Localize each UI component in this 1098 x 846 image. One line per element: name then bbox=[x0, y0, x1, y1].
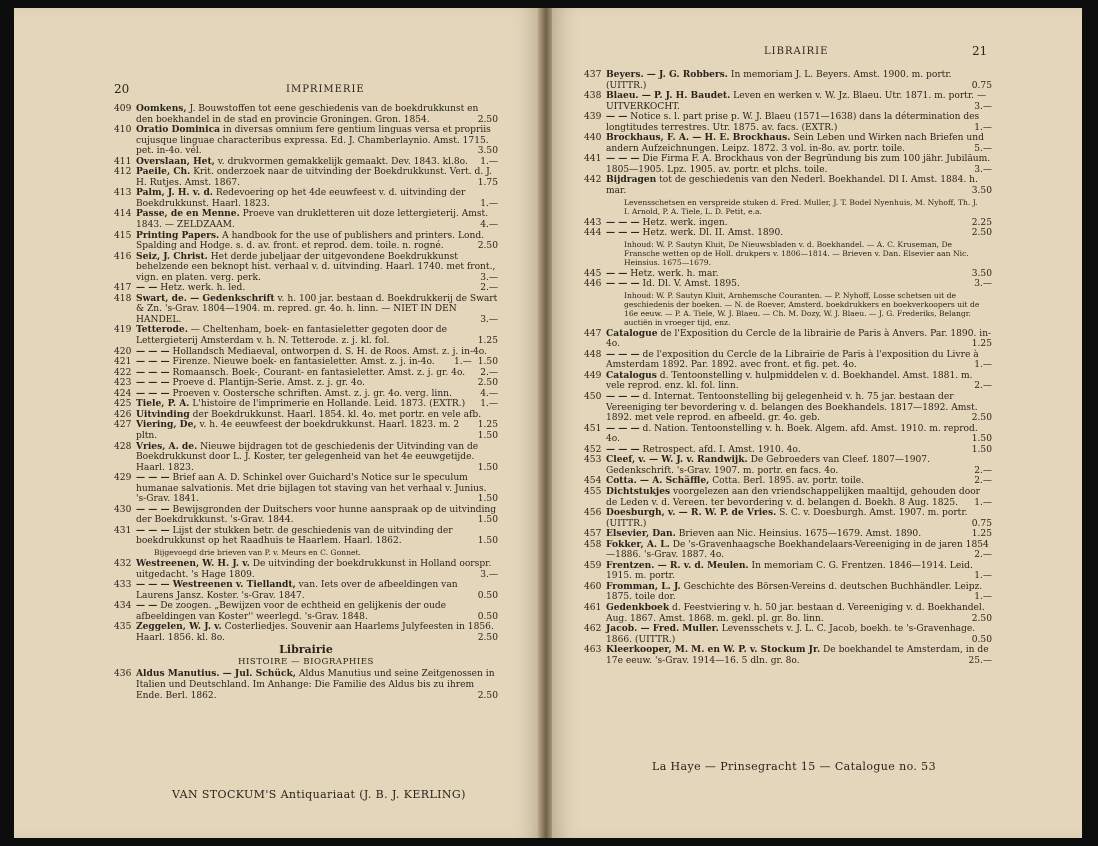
entry-number: 427 bbox=[114, 420, 132, 431]
entry-price: 0.50 bbox=[477, 590, 498, 601]
entry-author: — — — bbox=[136, 377, 170, 389]
entry-price: 1.— bbox=[480, 198, 498, 209]
catalogue-entry bbox=[114, 325, 498, 346]
catalogue-entry bbox=[114, 526, 498, 547]
entry-author: Zeggelen, W. J. v. bbox=[136, 621, 222, 633]
entry-number: 449 bbox=[584, 370, 602, 381]
entry-description: van. Iets over de afbeeldingen van Laurens Jansz. Koster. 's-Grav. 1847. bbox=[136, 580, 458, 601]
entry-price: 4.— bbox=[480, 220, 498, 231]
entry-description: De Gebroeders van Cleef. 1807—1907. Gedenkschrift. 's-Grav. 1907. m. portr. en facs. 4o. bbox=[606, 455, 930, 476]
entry-number: 424 bbox=[114, 388, 132, 399]
entry-price: 1.50 bbox=[477, 494, 498, 505]
entry-price: 1.50 bbox=[477, 430, 498, 441]
entry-description: In memoriam C. G. Frentzen. 1846—1914. Leid. 1915. m. portr. bbox=[606, 560, 973, 582]
section-title: Librairie bbox=[279, 643, 333, 657]
entry-price: 2.25 bbox=[971, 217, 992, 228]
catalogue-entry bbox=[584, 371, 992, 392]
entry-description: De 's-Gravenhaagsche Boekhandelaars-Vereeniging in de jaren 1854—1886. 's-Grav. 1887. 4o. bbox=[606, 539, 989, 561]
entry-description: Brief aan A. D. Schinkel over Guichard's Notice sur le speculum humanae salvationis. Met drie bijlagen tot staving van het verhaal v. Junius. 's-Grav. 1841. bbox=[136, 473, 487, 505]
entry-description: Romaansch. Boek-, Courant- en fantasieletter. Amst. z. j. gr. 4o. bbox=[172, 367, 466, 378]
entry-author: Gedenkboek bbox=[606, 601, 670, 613]
entry-author: Brockhaus, F. A. — H. E. Brockhaus. bbox=[606, 132, 791, 144]
entry-price: 2.50 bbox=[971, 228, 992, 239]
catalogue-entry bbox=[584, 508, 992, 529]
entry-price: 3.— bbox=[480, 314, 498, 325]
entry-number: 463 bbox=[584, 645, 602, 656]
entry-author: Jacob. — Fred. Muller. bbox=[606, 623, 719, 635]
catalogue-entry bbox=[584, 424, 992, 445]
entry-author: Seiz, J. Christ. bbox=[136, 250, 208, 262]
entry-price: 2.— bbox=[480, 367, 498, 378]
entry-author: — — — bbox=[606, 278, 640, 290]
entry-description: A handbook for the use of publishers and printers. Lond. Spalding and Hodge. s. d. av. front. et reprod. dem. toile. n. rogné. bbox=[136, 230, 485, 252]
entry-price: 3.— bbox=[974, 101, 992, 112]
entry-number: 422 bbox=[114, 367, 132, 378]
entry-price: 25.— bbox=[968, 655, 992, 666]
entry-price: 0.50 bbox=[971, 634, 992, 645]
entry-author: Printing Papers. bbox=[136, 229, 220, 241]
entry-price: 2.— bbox=[974, 465, 992, 476]
entry-price: 2.50 bbox=[971, 413, 992, 424]
catalogue-entry bbox=[114, 601, 498, 622]
entry-author: Catalogue bbox=[606, 327, 658, 339]
entry-price: 1.— bbox=[453, 357, 472, 368]
entry-author: Elsevier, Dan. bbox=[606, 528, 676, 540]
catalogue-entry bbox=[114, 368, 498, 379]
left-page-number: 20 bbox=[114, 82, 130, 96]
entry-author: Dichtstukjes bbox=[606, 485, 671, 497]
entry-price: 2.— bbox=[974, 550, 992, 561]
entry-number: 410 bbox=[114, 125, 132, 136]
entry-author: Oratio Dominica bbox=[136, 124, 221, 136]
entry-number: 461 bbox=[584, 602, 602, 613]
entry-price: 2.— bbox=[974, 381, 992, 392]
entry-author: Bijdragen bbox=[606, 174, 657, 186]
section-subtitle: HISTOIRE — BIOGRAPHIES bbox=[238, 656, 374, 667]
catalogue-entry bbox=[114, 252, 498, 284]
catalogue-entry bbox=[584, 70, 992, 91]
entry-number: 454 bbox=[584, 476, 602, 487]
catalogue-entry bbox=[584, 329, 992, 350]
entry-author: Tiele, P. A. bbox=[136, 398, 190, 410]
entry-description: de l'Exposition du Cercle de la librairie de Paris à Anvers. Par. 1890. in-4o. bbox=[606, 328, 992, 350]
entry-author: Fromman, L. J. bbox=[606, 580, 681, 592]
entry-price: 2.50 bbox=[477, 690, 498, 701]
entry-price: 0.50 bbox=[477, 611, 498, 622]
entry-number: 434 bbox=[114, 601, 132, 612]
entry-author: Uitvinding bbox=[136, 408, 190, 420]
entry-description: Nieuwe bijdragen tot de geschiedenis der Uitvinding van de Boekdrukkunst door L. J. Koster, ter gelegenheid van het 4e eeuwgetijde. Haarl. 1823. bbox=[136, 441, 479, 473]
entry-number: 421 bbox=[114, 357, 132, 368]
entry-author: Frentzen. — R. v. d. Meulen. bbox=[606, 559, 749, 571]
entry-number: 429 bbox=[114, 473, 132, 484]
catalogue-entry bbox=[584, 154, 992, 175]
catalogue-entry bbox=[114, 357, 498, 368]
entry-number: 430 bbox=[114, 504, 132, 515]
entry-description: tot de geschiedenis van den Nederl. Boekhandel. Dl I. Amst. 1884. h. mar. bbox=[606, 175, 978, 197]
entry-number: 436 bbox=[114, 669, 132, 680]
entry-description: de l'exposition du Cercle de la Librairie de Paris à l'exposition du Livre à Amsterdam 1892. Par. 1892. avec front. et fig. pet. 4o. bbox=[606, 349, 979, 371]
entry-number: 444 bbox=[584, 228, 602, 239]
entry-price: 1.50 bbox=[971, 434, 992, 445]
entry-number: 419 bbox=[114, 325, 132, 336]
entry-description: Die Firma F. A. Brockhaus von der Begründung bis zum 100 jähr. Jubiläum. 1805—1905. Lpz. 1905. av. portr. et plchs. toile. bbox=[606, 154, 991, 175]
entry-number: 418 bbox=[114, 293, 132, 304]
entry-number: 456 bbox=[584, 508, 602, 519]
entry-number: 439 bbox=[584, 112, 602, 123]
entry-description: voorgelezen aan den vriendschappelijken maaltijd, gehouden door de Leden v. d. Vereen. ter bevordering v. d. belangen d. Boekh. 8 Aug. 1825. bbox=[606, 486, 981, 508]
entry-description: Costerliedjes. Souvenir aan Haarlems Julyfeesten in 1856. Haarl. 1856. kl. 8o. bbox=[136, 622, 494, 643]
entry-number: 414 bbox=[114, 209, 132, 220]
entry-description: Hetz. werk. Dl. II. Amst. 1890. bbox=[642, 228, 784, 239]
catalogue-entry bbox=[584, 582, 992, 603]
entry-author: — — — bbox=[136, 387, 170, 399]
entry-price: 1.— bbox=[974, 571, 992, 582]
entry-number: 450 bbox=[584, 392, 602, 403]
entry-description: Het derde jubeljaar der uitgevondene Boekdrukkunst behelzende een beknopt hist. verhaal v. d. uitvinding. Haarl. 1740. met front., vign. en platen. verg. perk. bbox=[136, 251, 496, 283]
catalogue-entry bbox=[584, 133, 992, 154]
entry-price: 3.— bbox=[974, 279, 992, 290]
entry-number: 448 bbox=[584, 349, 602, 360]
catalogue-entry bbox=[114, 559, 498, 580]
right-entry-list bbox=[584, 70, 992, 666]
entry-author: — — — bbox=[136, 524, 170, 536]
entry-price: 1.50 bbox=[477, 515, 498, 526]
entry-number: 445 bbox=[584, 268, 602, 279]
entry-number: 462 bbox=[584, 624, 602, 635]
catalogue-entry bbox=[584, 645, 992, 666]
entry-author: — — — Westreenen v. Tiellandt, bbox=[136, 579, 296, 591]
entry-price: 1.25 bbox=[477, 336, 498, 347]
entry-number: 432 bbox=[114, 558, 132, 569]
right-running-head: LIBRAIRIE bbox=[764, 46, 829, 57]
entry-author: Palm, J. H. v. d. bbox=[136, 187, 213, 199]
entry-description: Sein Leben und Wirken nach Briefen und andern Aufzeichnungen. Leipz. 1872. 3 vol. in-8o. av. portr. toile. bbox=[606, 133, 984, 154]
entry-author: — — — bbox=[606, 348, 640, 360]
entry-author: — — — bbox=[136, 503, 170, 515]
entry-price: 3.— bbox=[480, 569, 498, 580]
entry-number: 435 bbox=[114, 622, 132, 633]
entry-description: Notice s. l. part prise p. W. J. Blaeu (1571—1638) dans la détermination des longtitudes terrestres. Utr. 1875. av. facs. (EXTR.) bbox=[606, 112, 980, 133]
entry-price: 5.— bbox=[974, 143, 992, 154]
entry-price: 1.50 bbox=[971, 444, 992, 455]
entry-description: Retrospect. afd. I. Amst. 1910. 4o. bbox=[642, 444, 801, 455]
catalogue-entry bbox=[584, 112, 992, 133]
entry-number: 412 bbox=[114, 167, 132, 178]
entry-author: Westreenen, W. H. J. v. bbox=[136, 557, 250, 569]
entry-number: 440 bbox=[584, 133, 602, 144]
left-footer: VAN STOCKUM'S Antiquariaat (J. B. J. KERLING) bbox=[172, 788, 466, 801]
entry-note: Bijgevoegd drie brieven van P. v. Meurs en C. Gonnet. bbox=[154, 547, 361, 557]
catalogue-entry bbox=[584, 218, 992, 229]
entry-price: 3.50 bbox=[477, 146, 498, 157]
entry-number: 423 bbox=[114, 378, 132, 389]
entry-description: d. Nation. Tentoonstelling v. h. Boek. Algem. afd. Amst. 1910. m. reprod. 4o. bbox=[606, 423, 978, 445]
entry-author: Viering, De, bbox=[136, 419, 197, 431]
entry-price: 1.25 bbox=[971, 339, 992, 350]
entry-description: Cotta. Berl. 1895. av. portr. toile. bbox=[712, 476, 865, 487]
catalogue-entry bbox=[584, 392, 992, 424]
entry-description: Proeve d. Plantijn-Serie. Amst. z. j. gr. 4o. bbox=[172, 378, 365, 389]
entry-number: 417 bbox=[114, 283, 132, 294]
entry-price: 1.25 bbox=[971, 529, 992, 540]
catalogue-entry bbox=[114, 622, 498, 643]
entry-description: Krit. onderzoek naar de uitvinding der Boekdrukkunst. Vert. d. J. H. Rutjes. Amst. 1867. bbox=[136, 167, 492, 188]
catalogue-entry bbox=[584, 624, 992, 645]
entry-author: Beyers. — J. G. Robbers. bbox=[606, 69, 728, 80]
entry-author: Blaeu. — P. J. H. Baudet. bbox=[606, 90, 731, 102]
entry-number: 420 bbox=[114, 346, 132, 357]
entry-description: Redevoering op het 4de eeuwfeest v. d. uitvinding der Boekdrukkunst. Haarl. 1823. bbox=[136, 188, 466, 209]
entry-author: Oomkens, bbox=[136, 103, 187, 114]
entry-number: 416 bbox=[114, 251, 132, 262]
entry-description: Proeven v. Oostersche schriften. Amst. z. j. gr. 4o. verg. linn. bbox=[172, 388, 452, 399]
catalogue-entry bbox=[584, 561, 992, 582]
left-running-head: IMPRIMERIE bbox=[286, 84, 365, 95]
entry-description: Hollandsch Mediaeval, ontworpen d. S. H. de Roos. Amst. z. j. in-4o. bbox=[172, 346, 488, 357]
entry-author: Fokker, A. L. bbox=[606, 538, 670, 550]
entry-description: Brieven aan Nic. Heinsius. 1675—1679. Amst. 1890. bbox=[678, 529, 922, 540]
entry-number: 413 bbox=[114, 188, 132, 199]
entry-author: Cotta. — A. Schäffle, bbox=[606, 475, 710, 487]
entry-number: 441 bbox=[584, 154, 602, 165]
entry-author: Paeile, Ch. bbox=[136, 166, 191, 178]
entry-price: 2.50 bbox=[477, 378, 498, 389]
entry-number: 409 bbox=[114, 104, 132, 114]
entry-description: v. h. 100 jar. bestaan d. Boekdrukkerij de Swart & Zn. 's-Grav. 1804—1904. m. repred. gr. 4o. h. linn. — NIET IN DEN HANDEL. bbox=[136, 293, 498, 325]
entry-note: Levensschetsen en verspreide stuken d. Fred. Muller, J. T. Bodel Nyenhuis, M. Nyhoff, Th. J. I. Arnold, P. A. Tiele, L. D. Petit, e.a. bbox=[624, 197, 978, 216]
entry-description: Hetz. werk. h. mar. bbox=[630, 268, 719, 279]
entry-number: 415 bbox=[114, 230, 132, 241]
entry-price: 0.75 bbox=[971, 80, 992, 91]
entry-description: S. C. v. Doesburgh. Amst. 1907. m. portr. (UITTR.) bbox=[606, 508, 968, 529]
entry-author: — — — bbox=[606, 227, 640, 239]
catalogue-entry bbox=[114, 294, 498, 326]
entry-author: Tetterode. bbox=[136, 324, 188, 336]
entry-number: 453 bbox=[584, 455, 602, 466]
entry-number: 442 bbox=[584, 175, 602, 186]
entry-description: d. Internat. Tentoonstelling bij gelegenheid v. h. 75 jar. bestaan der Vereeniging ter bevordering v. d. belangen des Boekhandels. 1817—1892. Amst. 1892. met vele reprod. en afbeeld. gr. 4o. geb. bbox=[606, 392, 978, 424]
entry-number: 447 bbox=[584, 328, 602, 339]
entry-number: 428 bbox=[114, 441, 132, 452]
entry-price: 1.— bbox=[974, 360, 992, 371]
entry-author: — — — bbox=[606, 391, 640, 403]
entry-description: L'histoire de l'imprimerie en Hollande. Leid. 1873. (EXTR.) bbox=[192, 399, 466, 410]
entry-price: 4.— bbox=[480, 388, 498, 399]
entry-price: 2.50 bbox=[477, 241, 498, 252]
entry-description: De uitvinding der boekdrukkunst in Holland oorspr. uitgedacht. 's Hage 1809. bbox=[136, 558, 492, 580]
entry-note: Inhoud: W. P. Sautyn Kluit, Arnhemsche Couranten. — P. Nyhoff, Losse schetsen uit de geschiedenis der boeken. — N. de Roever, Amsterd. boekdrukkers en boekverkoopers uit de 16e eeuw. — P. A. Tiele, W. J. Blaeu. — Ch. M. Dozy, W. J. Blaeu. — J. G. Frederiks, Belangr. auctiën in vroeger tijd, enz. bbox=[624, 290, 980, 327]
entry-author: — — — bbox=[136, 356, 170, 368]
entry-note: Inhoud: W. P. Sautyn Kluit, De Nieuwsbladen v. d. Boekhandel. — A. C. Kruseman, De Fransche wetten op de Holl. drukpers v. 1806—1814. — Brieven v. Dan. Elsevier aan Nic. Heinsius. 1675—1679. bbox=[624, 239, 969, 267]
catalogue-entry bbox=[114, 188, 498, 209]
entry-number: 433 bbox=[114, 580, 132, 591]
entry-price: 2.50 bbox=[477, 632, 498, 643]
entry-price: 1.— bbox=[480, 156, 498, 167]
catalogue-entry bbox=[114, 167, 498, 188]
right-footer: La Haye — Prinsegracht 15 — Catalogue no. 53 bbox=[652, 760, 936, 773]
catalogue-entry bbox=[114, 378, 498, 389]
entry-number: 457 bbox=[584, 529, 602, 540]
entry-description: — Cheltenham, boek- en fantasieletter gegoten door de Lettergieterij Amsterdam v. h. N. Tetterode. z. j. kl. fol. bbox=[136, 325, 447, 347]
entry-number: 458 bbox=[584, 539, 602, 550]
entry-number: 411 bbox=[114, 156, 132, 167]
catalogue-entry bbox=[114, 669, 498, 701]
entry-description: Id. Dl. V. Amst. 1895. bbox=[642, 279, 740, 290]
entry-author: Catalogus bbox=[606, 369, 657, 381]
entry-number: 460 bbox=[584, 581, 602, 592]
catalogue-entry bbox=[114, 209, 498, 230]
entry-description: der Boekdrukkunst. Haarl. 1854. kl. 4o. met portr. en vele afb. bbox=[192, 409, 482, 420]
entry-description: Aldus Manutius und seine Zeitgenossen in Italien und Deutschland. Im Anhange: Die Familie des Aldus bis zu ihrem Ende. Berl. 1862. bbox=[136, 669, 495, 701]
entry-price: 1.— bbox=[480, 399, 498, 410]
entry-price: 1.— bbox=[974, 592, 992, 603]
catalogue-entry bbox=[114, 125, 498, 157]
entry-author: Cleef, v. — W. J. v. Randwijk. bbox=[606, 454, 748, 466]
entry-author: — — bbox=[136, 600, 158, 612]
entry-author: — — — bbox=[606, 216, 640, 228]
entry-author: Vries, A. de. bbox=[136, 440, 198, 452]
entry-price: 0.75 bbox=[971, 518, 992, 529]
catalogue-entry bbox=[584, 269, 992, 280]
entry-price: 1.50 bbox=[477, 357, 498, 368]
entry-price: 2.50 bbox=[971, 613, 992, 624]
entry-description: v. drukvormen gemakkelijk gemaakt. Dev. 1843. kl.8o. bbox=[217, 156, 468, 167]
entry-number: 426 bbox=[114, 409, 132, 420]
entry-price: 3.— bbox=[974, 164, 992, 175]
entry-number: 443 bbox=[584, 217, 602, 228]
entry-number: 431 bbox=[114, 525, 132, 536]
entry-number: 425 bbox=[114, 399, 132, 410]
entry-description: Levensschets v. J. L. C. Jacob, boekh. te 's-Gravenhage. 1866. (UITTR.) bbox=[606, 624, 976, 645]
entry-price: 1.— bbox=[974, 122, 992, 133]
entry-price: 2.— bbox=[974, 476, 992, 487]
entry-description: Hetz. werk. h. led. bbox=[160, 283, 246, 294]
entry-author: Overslaan, Het, bbox=[136, 155, 215, 167]
catalogue-entry bbox=[584, 487, 992, 508]
catalogue-entry bbox=[584, 603, 992, 624]
entry-author: — — bbox=[606, 111, 628, 123]
entry-price: 1.75 bbox=[477, 177, 498, 188]
entry-number: 452 bbox=[584, 444, 602, 455]
catalogue-entry bbox=[114, 505, 498, 526]
entry-author: — — — bbox=[606, 153, 640, 165]
entry-author: — — — bbox=[136, 366, 170, 378]
entry-description: De boekhandel te Amsterdam, in de 17e eeuw. 's-Grav. 1914—16. 5 dln. gr. 8o. bbox=[606, 645, 989, 666]
entry-number: 455 bbox=[584, 486, 602, 497]
entry-price: 2.— bbox=[480, 283, 498, 294]
entry-price: 1.— bbox=[974, 497, 992, 508]
entry-number: 451 bbox=[584, 423, 602, 434]
catalogue-entry bbox=[114, 580, 498, 601]
catalogue-entry bbox=[584, 279, 992, 290]
left-entry-list bbox=[114, 104, 498, 701]
entry-description: Hetz. werk. ingen. bbox=[642, 217, 728, 228]
entry-description: Lijst der stukken betr. de geschiedenis van de uitvinding der boekdrukkunst op het Raadhuis te Haarlem. Haarl. 1862. bbox=[136, 525, 453, 547]
entry-price: 3.— bbox=[480, 272, 498, 283]
entry-author: Kleerkooper, M. M. en W. P. v. Stockum Jr. bbox=[606, 644, 821, 656]
catalogue-entry bbox=[114, 473, 498, 505]
entry-description: De zoogen. „Bewijzen voor de echtheid en gelijkenis der oude afbeeldingen van Koster'' weerlegd. 's-Grav. 1848. bbox=[136, 601, 447, 622]
entry-description: v. h. 4e eeuwfeest der boekdrukkunst. Haarl. 1823. m. 2 pltn. bbox=[136, 420, 460, 441]
entry-number: 438 bbox=[584, 91, 602, 102]
catalogue-entry bbox=[114, 104, 498, 125]
entry-description: d. Tentoonstelling v. hulpmiddelen v. d. Boekhandel. Amst. 1881. m. vele reprod. enz. kl. fol. linn. bbox=[606, 370, 973, 392]
entry-description: Firenze. Nieuwe boek- en fantasieletter. Amst. z. j. in-4o. bbox=[172, 357, 435, 368]
entry-number: 459 bbox=[584, 560, 602, 571]
entry-author: Passe, de en Menne. bbox=[136, 208, 240, 220]
catalogue-entry bbox=[114, 442, 498, 474]
catalogue-entry bbox=[584, 350, 992, 371]
catalogue-entry bbox=[114, 420, 498, 441]
entry-description: Bewijsgronden der Duitschers voor hunne aanspraak op de uitvinding der Boekdrukkunst. 's-Grav. 1844. bbox=[136, 504, 497, 526]
catalogue-entry bbox=[584, 91, 992, 112]
entry-price: 1.50 bbox=[477, 536, 498, 547]
entry-description: Geschichte des Börsen-Vereins d. deutschen Buchhändler. Leipz. 1875. toile dor. bbox=[606, 581, 983, 603]
entry-author: — — — bbox=[606, 443, 640, 455]
entry-description: Proeve van drukletteren uit doze lettergieterij. Amst. 1843. — ZELDZAAM. bbox=[136, 209, 489, 231]
entry-price: 2.50 bbox=[477, 114, 498, 125]
entry-author: — — bbox=[606, 267, 628, 279]
entry-author: — — — bbox=[606, 422, 640, 434]
entry-description: J. Bouwstoffen tot eene geschiedenis van de boekdrukkunst en den boekhandel in de stad en provincie Groningen. Gron. 1854. bbox=[136, 104, 479, 125]
entry-author: Swart, de. — Gedenkschrift bbox=[136, 292, 275, 304]
entry-author: Aldus Manutius. — Jul. Schück, bbox=[136, 668, 296, 680]
entry-author: — — — bbox=[136, 472, 170, 484]
entry-author: — — bbox=[136, 282, 158, 294]
entry-number: 446 bbox=[584, 279, 602, 290]
catalogue-entry bbox=[584, 175, 992, 196]
entry-author: Doesburgh, v. — R. W. P. de Vries. bbox=[606, 507, 777, 519]
entry-price: 3.50 bbox=[971, 186, 992, 197]
catalogue-entry bbox=[114, 231, 498, 252]
catalogue-entry bbox=[584, 455, 992, 476]
catalogue-entry bbox=[584, 540, 992, 561]
right-page-number: 21 bbox=[972, 44, 988, 58]
entry-description: Leven en werken v. W. Jz. Blaeu. Utr. 1871. m. portr. — UITVERKOCHT. bbox=[606, 91, 987, 112]
entry-description: In memoriam J. L. Beyers. Amst. 1900. m. portr. (UITTR.) bbox=[606, 70, 952, 91]
entry-description: in diversas omnium fere gentium linguas versa et propriis cujusque linguae characteribus expressa. Ed. J. Chamberlaynio. Amst. 1715. pet. in-4o. vél. bbox=[136, 125, 491, 157]
entry-number: 437 bbox=[584, 70, 602, 80]
entry-author: — — — bbox=[136, 345, 170, 357]
entry-price: 3.50 bbox=[971, 268, 992, 279]
catalogue-entry bbox=[584, 228, 992, 239]
entry-price: 1.25 bbox=[477, 420, 498, 431]
entry-price: 1.50 bbox=[477, 462, 498, 473]
entry-description: d. Feestviering v. h. 50 jar. bestaan d. Vereeniging v. d. Boekhandel. Aug. 1867. Amst. 1868. m. gekl. pl. gr. 8o. linn. bbox=[606, 602, 985, 624]
